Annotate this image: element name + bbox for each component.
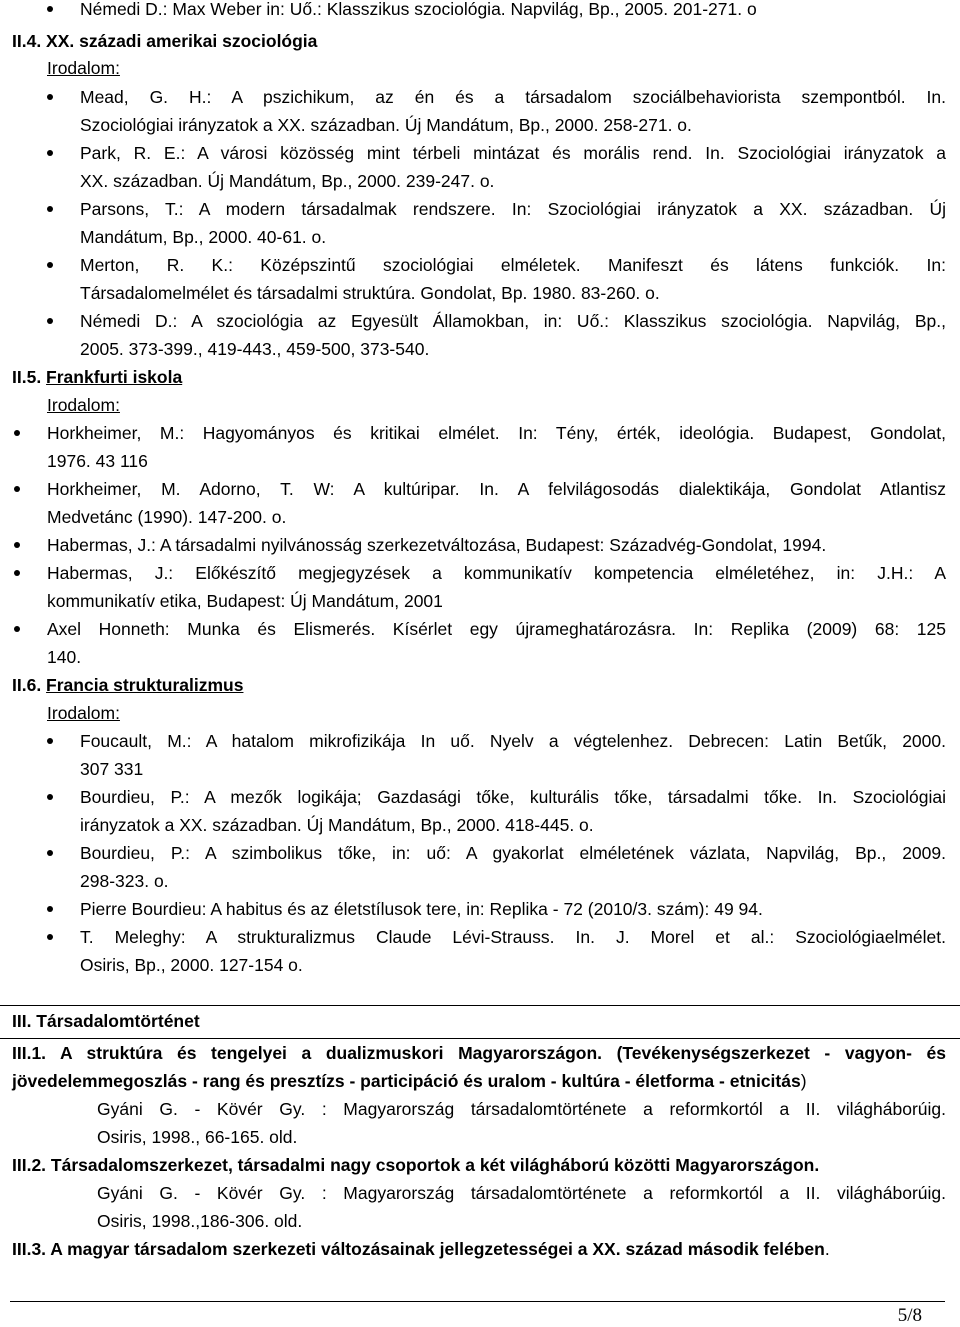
reference-item: Foucault, M.: A hatalom mikrofizikája In uő. Nyelv a végtelenhez. Debrecen: Latin Betűk, 2000. (80, 731, 946, 751)
footer-divider (10, 1301, 945, 1302)
reference-continuation: 1976. 43 116 (47, 451, 148, 471)
subsection-heading-continuation: jövedelemmegoszlás - rang és presztízs - participáció és uralom - kultúra - életforma - etnicitás) (12, 1071, 807, 1091)
chapter-heading: III. Társadalomtörténet (12, 1011, 200, 1031)
bullet-dot (14, 430, 20, 436)
reference-continuation: irányzatok a XX. században. Új Mandátum, Bp., 2000. 418-445. o. (80, 815, 594, 835)
reference-item: Bourdieu, P.: A mezők logikája; Gazdasági tőke, kulturális tőke, társadalmi tőke. In. Szociológiai (80, 787, 946, 807)
section-heading: II.6. Francia strukturalizmus (12, 675, 244, 695)
reference-item: Némedi D.: A szociológia az Egyesült Államokban, in: Uő.: Klasszikus szociológia. Napvilág, Bp., (80, 311, 946, 331)
section-heading: II.4. XX. századi amerikai szociológia (12, 31, 318, 51)
literature-label: Irodalom: (47, 395, 120, 415)
reference-continuation: Szociológiai irányzatok a XX. században. Új Mandátum, Bp., 2000. 258-271. o. (80, 115, 692, 135)
reference-continuation: 298-323. o. (80, 871, 169, 891)
reference-item: Horkheimer, M. Adorno, T. W: A kultúripar. In. A felvilágosodás dialektikája, Gondolat Atlantisz (47, 479, 946, 499)
reference-item: Habermas, J.: A társadalmi nyilvánosság szerkezetváltozása, Budapest: Századvég-Gondolat, 1994. (47, 535, 827, 555)
reference-item: Parsons, T.: A modern társadalmak rendszere. In: Szociológiai irányzatok a XX. században. Új (80, 199, 946, 219)
reference-continuation: Medvetánc (1990). 147-200. o. (47, 507, 287, 527)
reference-continuation: 307 331 (80, 759, 144, 779)
reference-continuation: Osiris, 1998.,186-306. old. (97, 1211, 303, 1231)
subsection-heading: III.2. Társadalomszerkezet, társadalmi nagy csoportok a két világháború közötti Magyarországon. (12, 1155, 820, 1175)
reference-item: Horkheimer, M.: Hagyományos és kritikai elmélet. In: Tény, érték, ideológia. Budapest, Gondolat, (47, 423, 946, 443)
reference-item: Park, R. E.: A városi közösség mint térbeli mintázat és morális rend. In. Szociológiai irányzatok a (80, 143, 946, 163)
subsection-heading: III.1. A struktúra és tengelyei a dualizmuskori Magyarországon. (Tevékenységszerkezet - vagyon- és (12, 1043, 946, 1063)
literature-label: Irodalom: (47, 58, 120, 78)
reference-continuation: Osiris, 1998., 66-165. old. (97, 1127, 298, 1147)
bullet-dot (14, 626, 20, 632)
reference-continuation: Mandátum, Bp., 2000. 40-61. o. (80, 227, 327, 247)
reference-item: Gyáni G. - Kövér Gy. : Magyarország társadalomtörténete a reformkortól a II. világháborúig. (97, 1183, 946, 1203)
reference-item: Pierre Bourdieu: A habitus és az életstílusok tere, in: Replika - 72 (2010/3. szám): 49 94. (80, 899, 763, 919)
reference-item: Némedi D.: Max Weber in: Uő.: Klasszikus szociológia. Napvilág, Bp., 2005. 201-271. o (80, 0, 757, 19)
section-heading: II.5. Frankfurti iskola (12, 367, 183, 387)
bullet-dot (14, 570, 20, 576)
bullet-dot (14, 542, 20, 548)
reference-continuation: kommunikatív etika, Budapest: Új Mandátum, 2001 (47, 591, 443, 611)
reference-continuation: 140. (47, 647, 82, 667)
literature-label: Irodalom: (47, 703, 120, 723)
reference-item: T. Meleghy: A strukturalizmus Claude Lévi-Strauss. In. J. Morel et al.: Szociológiaelmélet. (80, 927, 946, 947)
reference-item: Gyáni G. - Kövér Gy. : Magyarország társadalomtörténete a reformkortól a II. világháborúig. (97, 1099, 946, 1119)
subsection-heading: III.3. A magyar társadalom szerkezeti változásainak jellegzetességei a XX. század második felében. (12, 1239, 830, 1259)
reference-continuation: Osiris, Bp., 2000. 127-154 o. (80, 955, 303, 975)
reference-continuation: Társadalomelmélet és társadalmi struktúra. Gondolat, Bp. 1980. 83-260. o. (80, 283, 660, 303)
reference-item: Habermas, J.: Előkészítő megjegyzések a kommunikatív kompetencia elméletéhez, in: J.H.: A (47, 563, 946, 583)
reference-item: Axel Honneth: Munka és Elismerés. Kísérlet egy újrameghatározásra. In: Replika (2009) 68: 125 (47, 619, 946, 639)
reference-continuation: 2005. 373-399., 419-443., 459-500, 373-540. (80, 339, 430, 359)
bullet-dot (14, 486, 20, 492)
reference-item: Mead, G. H.: A pszichikum, az én és a társadalom szociálbehaviorista szempontból. In. (80, 87, 946, 107)
reference-item: Merton, R. K.: Középszintű szociológiai elméletek. Manifeszt és látens funkciók. In: (80, 255, 946, 275)
page-number: 5/8 (897, 1305, 922, 1326)
reference-item: Bourdieu, P.: A szimbolikus tőke, in: uő: A gyakorlat elméletének vázlata, Napvilág, Bp., 2009. (80, 843, 946, 863)
reference-continuation: XX. században. Új Mandátum, Bp., 2000. 239-247. o. (80, 171, 495, 191)
